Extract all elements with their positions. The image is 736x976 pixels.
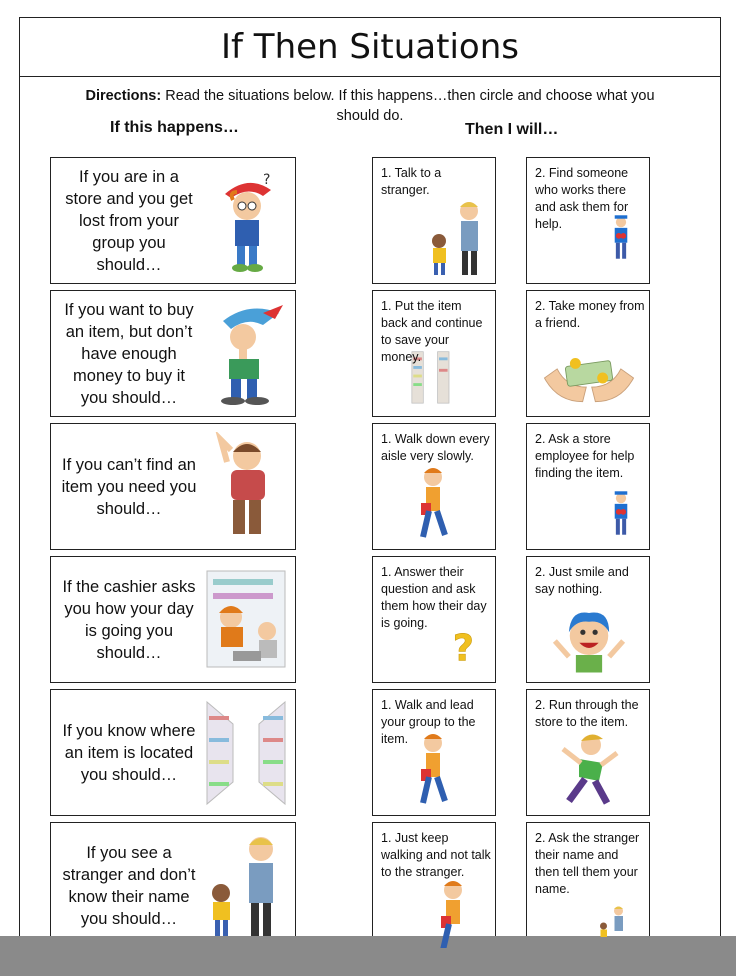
option-1-box[interactable]	[372, 423, 496, 550]
stranger-and-child-icon	[587, 904, 637, 944]
option-1-box[interactable]	[372, 556, 496, 683]
option-2-text: 2. Ask a store employee for help finding the item.	[535, 432, 635, 480]
walking-boy-icon	[419, 876, 489, 949]
situation-text: If you see a stranger and don’t know their name you should…	[62, 843, 196, 928]
option-1-box[interactable]	[372, 689, 496, 816]
option-2-box[interactable]	[526, 556, 650, 683]
option-2-box[interactable]	[526, 423, 650, 550]
if-column-header: If this happens…	[110, 119, 239, 136]
situation-text: If the cashier asks you how your day is going you should…	[62, 577, 196, 662]
option-1-text: 1. Walk down every aisle very slowly.	[381, 432, 490, 463]
option-1-text: 1. Just keep walking and not talk to the stranger.	[381, 831, 491, 879]
situation-text: If you want to buy an item, but don’t have enough money to buy it you should…	[64, 300, 194, 407]
stranger-and-child-icon	[421, 197, 491, 277]
svg-text:?: ?	[263, 172, 271, 188]
directions-label: Directions:	[85, 88, 162, 104]
smiling-kid-icon	[547, 606, 631, 676]
situation-box	[50, 423, 296, 550]
option-1-box[interactable]	[372, 157, 496, 284]
lost-kid-illustration	[203, 166, 289, 276]
option-2-box[interactable]	[526, 290, 650, 417]
option-2-text: 2. Ask the stranger their name and then tell them your name.	[535, 831, 640, 896]
option-2-box[interactable]	[526, 689, 650, 816]
walking-boy-icon	[399, 463, 469, 543]
situation-box	[50, 290, 296, 417]
option-2-box[interactable]	[526, 822, 650, 949]
worksheet-title: If Then Situations	[20, 18, 720, 77]
option-2-text: 2. Take money from a friend.	[535, 299, 645, 330]
option-2-text: 2. Just smile and say nothing.	[535, 565, 629, 596]
thinking-man-illustration	[203, 432, 289, 542]
svg-text:?: ?	[452, 626, 474, 670]
option-1-box[interactable]	[372, 290, 496, 417]
store-employee-icon	[601, 483, 641, 543]
situation-text: If you are in a store and you get lost from your group you should…	[65, 167, 193, 274]
situation-text: If you can’t find an item you need you should…	[61, 455, 197, 518]
option-1-box[interactable]	[372, 822, 496, 949]
option-2-text: 2. Find someone who works there and ask them for help.	[535, 166, 629, 231]
then-column-header: Then I will…	[465, 121, 559, 138]
confused-kid-illustration	[203, 299, 289, 409]
option-1-text: 1. Answer their question and ask them how their day is going.	[381, 565, 487, 630]
option-1-text: 1. Put the item back and continue to save your money.	[381, 299, 483, 364]
option-1-text: 1. Walk and lead your group to the item.	[381, 698, 476, 746]
situation-box	[50, 157, 296, 284]
situation-box	[50, 556, 296, 683]
store-aisle-illustration	[203, 698, 289, 808]
directions-text: Read the situations below. If this happens…then circle and choose what you should do.	[161, 88, 655, 124]
running-kid-icon	[551, 729, 621, 809]
option-2-box[interactable]	[526, 157, 650, 284]
option-2-text: 2. Run through the store to the item.	[535, 698, 639, 729]
situation-text: If you know where an item is located you should…	[62, 721, 196, 784]
situation-box	[50, 689, 296, 816]
hands-with-money-icon	[539, 348, 639, 408]
cashier-scene-illustration	[203, 565, 289, 675]
situation-box	[50, 822, 296, 949]
stranger-and-child-illustration	[203, 831, 289, 941]
option-1-text: 1. Talk to a stranger.	[381, 166, 442, 197]
